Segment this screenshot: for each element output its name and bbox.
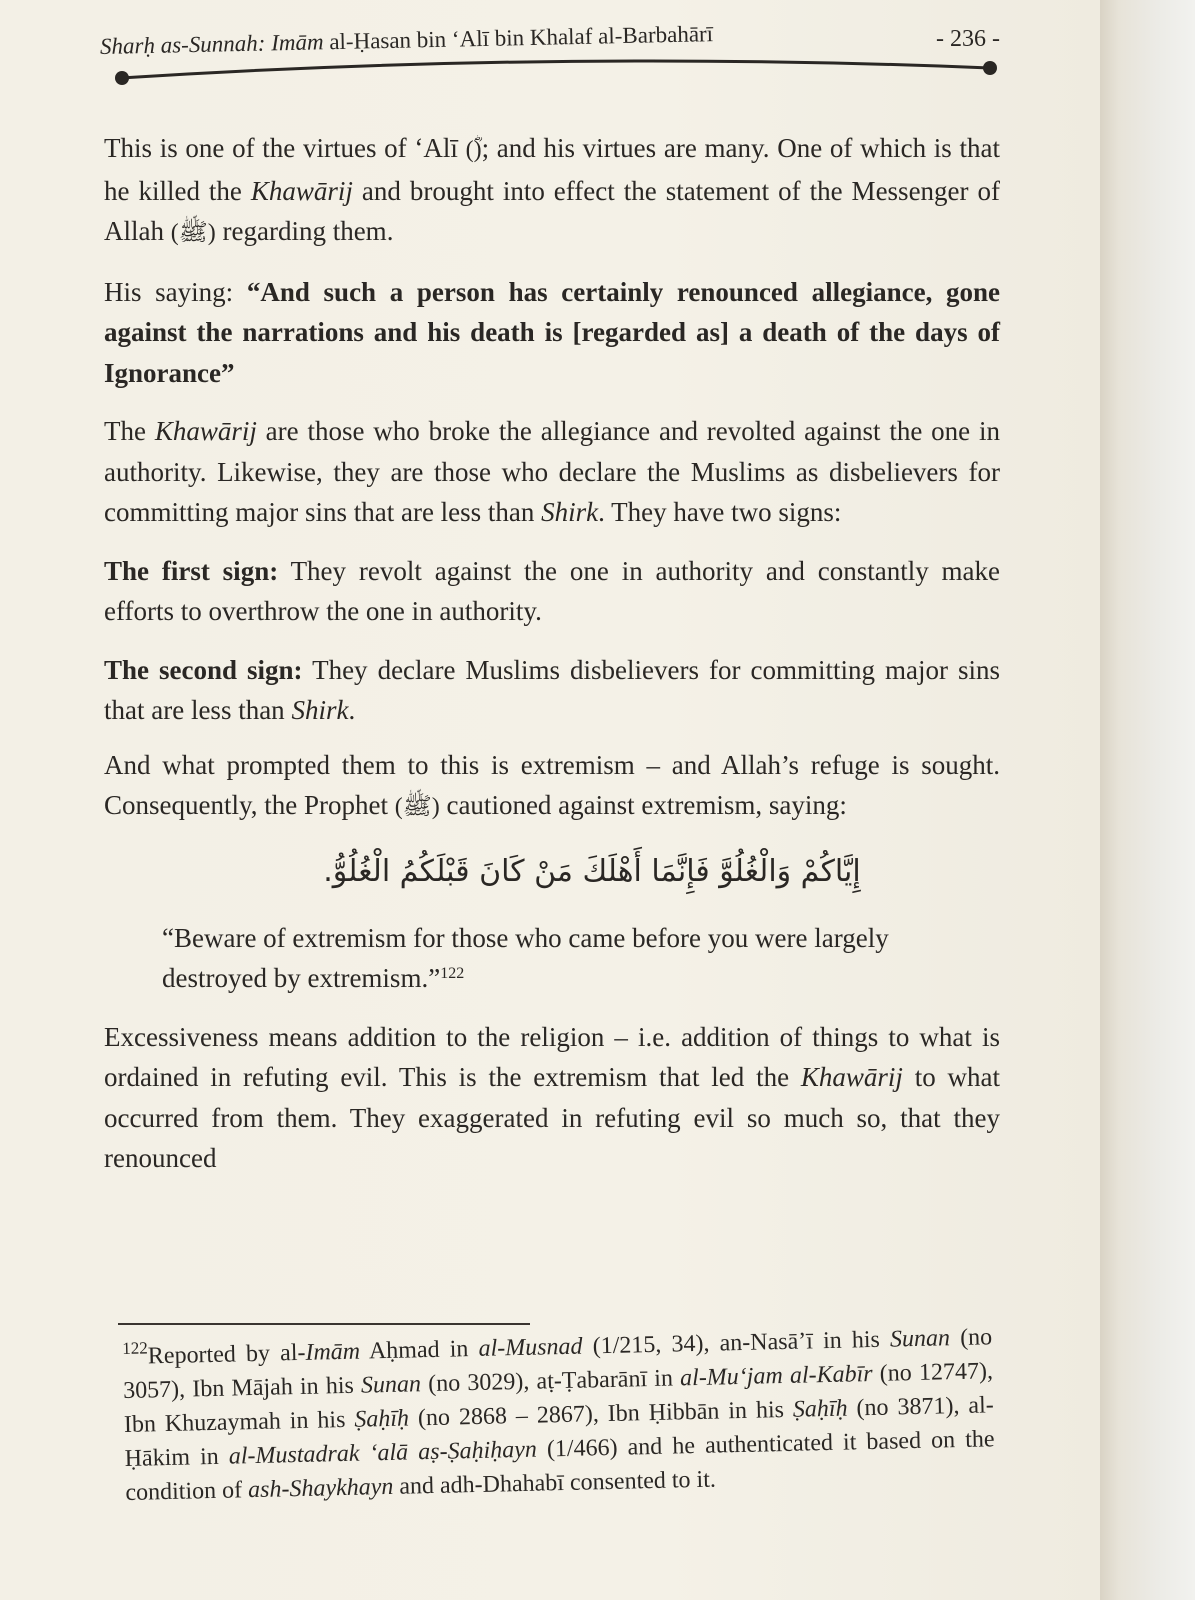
paragraph-second-sign: The second sign: They declare Muslims disbelievers for committing major sins that are less than Shirk. [104,654,1000,725]
hadith-translation: “Beware of extremism for those who came before you were largely destroyed by extremism.”$^{122}$ [162,922,889,993]
term-khawarij: Khawārij [154,416,257,446]
arabic-hadith: إِيَّاكُمْ وَالْغُلُوَّ فَإِنَّمَا أَهْلَكَ مَنْ كَانَ قَبْلَكُمُ الْغُلُوُّ. [323,853,861,889]
footnote-number: 122 [121,1338,148,1358]
running-title-upright: al-Ḥasan bin ‘Alī bin Khalaf al-Barbahārī [323,21,714,55]
facing-page-edge [1100,0,1195,1600]
paragraph-extremism: And what prompted them to this is extremism – and Allah’s refuge is sought. Consequently, the Prophet (ﷺ) cautioned against extremism, saying: [104,745,1000,828]
second-sign-label: The second sign: [104,654,303,685]
term-khawarij: Khawārij [800,1062,903,1092]
footnote-reference: 122 [440,965,465,982]
paragraph-his-saying: His saying: “And such a person has certainly renounced allegiance, gone against the narrations and his death is [regarded as] a death of the days of Ignorance” [104,276,1000,388]
running-title-italic: Sharḥ as-Sunnah: Imām [99,29,324,59]
paragraph-first-sign: The first sign: They revolt against the one in authority and constantly make efforts to overthrow the one in authority. [104,555,1001,626]
quoted-text-bold: “And such a person has certainly renounced allegiance, gone against the narrations and his death is [regarded as] a death of the days of Ignorance” [104,276,1000,388]
main-text [104,128,1000,1197]
footnote-122: $^{122}$Reported by al-Imām Aḥmad in al-Musnad (1/215, 34), an-Nasā’ī in his Sunan (no 3057), Ibn Mājah in his Sunan (no 3029), aṭ-Ṭabarānī in al-Mu‘jam al-Kabīr (no 12747), Ibn Khuzaymah in his Ṣaḥīḥ (no 2868 – 2867), Ibn Ḥibbān in his Ṣaḥīḥ (no 3871), al-Ḥākim in al-Mustadrak ‘alā aṣ-Ṣaḥiḥayn (1/466) and he authenticated it based on the condition of ash-Shaykhayn and adh-Dhahabī consented to it. [121,1324,995,1506]
paragraph-virtues: This is one of the virtues of ‘Alī (‎ؓ); and his virtues are many. One of which is that he killed the Khawārij and brought into effect the statement of the Messenger of Allah (ﷺ) regarding them. [104,128,1000,254]
honorific-salawat: (ﷺ) [170,220,216,246]
page-number: - 236 - [936,26,1000,52]
honorific-salawat: (ﷺ) [394,794,440,820]
term-khawarij: Khawārij [250,175,353,206]
honorific-radiallahu: (‎ؓ) [465,137,482,163]
term-shirk: Shirk [291,695,349,725]
paragraph-excessiveness: Excessiveness means addition to the religion – i.e. addition of things to what is ordained in refuting evil. This is the extremism that led the Khawārij to what occurred from them. They exaggerated in refuting evil so much so, that they renounced [104,1021,1000,1173]
footnote-divider [118,1323,530,1325]
header-rule [112,54,1002,88]
first-sign-label: The first sign: [104,555,279,586]
running-header [100,14,1000,84]
paragraph-khawarij-definition: The Khawārij are those who broke the allegiance and revolted against the one in authority. Likewise, they are those who declare the Muslims as disbelievers for committing major sins that are less than Shirk. They have two signs: [104,416,1000,527]
term-shirk: Shirk [541,497,599,527]
